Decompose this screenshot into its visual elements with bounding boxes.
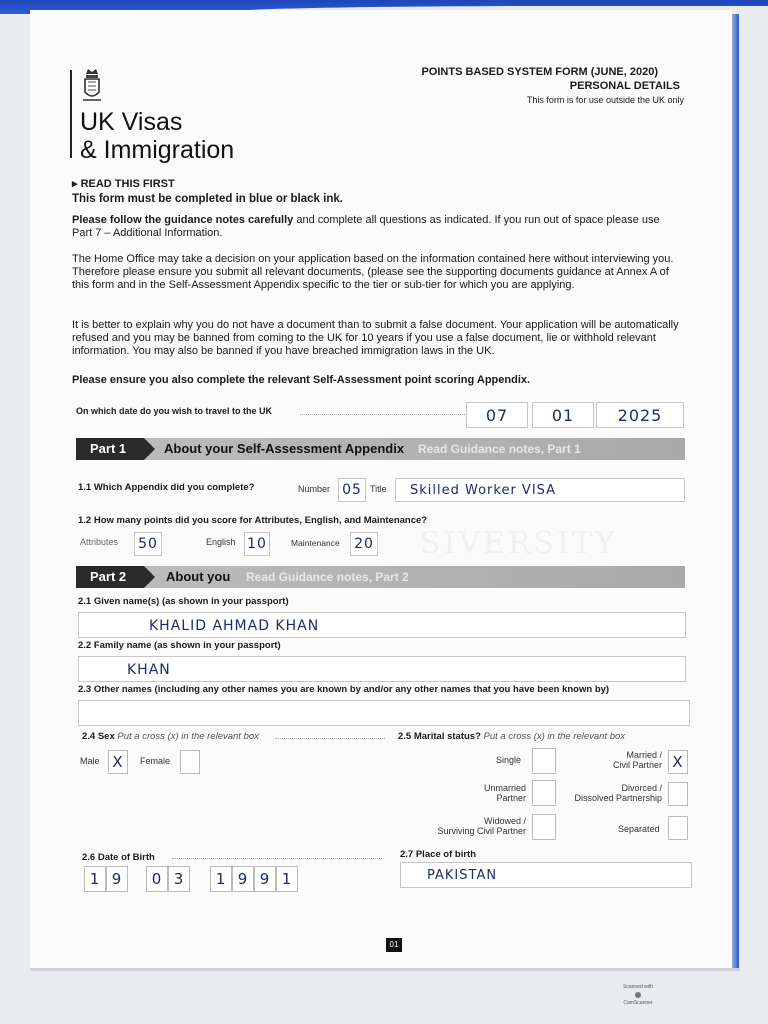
- dob-day-digit[interactable]: 1: [84, 866, 106, 892]
- part2-tag: Part 2: [76, 566, 144, 588]
- married-line2: Civil Partner: [612, 760, 662, 770]
- female-label: Female: [140, 756, 171, 766]
- home-office-paragraph: The Home Office may take a decision on your application based on the information contained here without interviewing you. Therefore please ensure you submit all relevant documents, (please see the supporting documents guidance at Annex A of this form and in the Self-Assessment Appendix specific to the tier or sub-tier for which you are applying.: [72, 253, 674, 291]
- part2-guidance: Read Guidance notes, Part 2: [246, 570, 409, 584]
- travel-day-field[interactable]: 07: [466, 402, 528, 428]
- married-checkbox[interactable]: X: [668, 750, 688, 774]
- travel-month-field[interactable]: 01: [532, 402, 594, 428]
- male-checkbox[interactable]: X: [108, 750, 128, 774]
- married-line1: Married /: [626, 750, 662, 760]
- logo-divider: [70, 70, 72, 158]
- maintenance-field[interactable]: 20: [350, 532, 378, 556]
- dob-year-digit[interactable]: 1: [210, 866, 232, 892]
- scanner-line2: CamScanner: [623, 1000, 653, 1006]
- brand-name: [80, 108, 234, 164]
- attributes-field[interactable]: 50: [134, 532, 162, 556]
- given-names-field[interactable]: KHALID AHMAD KHAN: [78, 612, 686, 638]
- married-label: [600, 750, 662, 770]
- q2-4-note: Put a cross (x) in the relevant box: [117, 731, 259, 742]
- place-of-birth-field[interactable]: PAKISTAN: [400, 862, 692, 888]
- read-first-heading: ▸ READ THIS FIRST: [72, 178, 175, 190]
- scanner-line1: Scanned with: [622, 984, 654, 990]
- form-subtitle: PERSONAL DETAILS: [569, 80, 680, 92]
- part1-header: [76, 438, 685, 460]
- dob-year-digit[interactable]: 9: [254, 866, 276, 892]
- divorced-line2: Dissolved Partnership: [574, 793, 662, 803]
- q2-7-label: 2.7 Place of birth: [400, 849, 477, 860]
- single-label: Single: [496, 755, 522, 765]
- camscanner-logo-icon: [635, 992, 641, 998]
- unmarried-line2: Partner: [496, 793, 526, 803]
- part1-guidance: Read Guidance notes, Part 1: [418, 442, 581, 456]
- unmarried-checkbox[interactable]: [532, 780, 556, 806]
- guidance-rest: and complete all questions as indicated. If you run out of space please use Part 7 – Additional Information.: [72, 214, 660, 239]
- male-label: Male: [80, 756, 100, 766]
- q2-6-label: 2.6 Date of Birth: [82, 852, 155, 863]
- q1-1-label: 1.1 Which Appendix did you complete?: [78, 482, 255, 493]
- divorced-label: [562, 783, 662, 803]
- q1-2-label: 1.2 How many points did you score for Attributes, English, and Maintenance?: [78, 515, 428, 526]
- separated-label: Separated: [618, 824, 660, 834]
- q2-4-bold: 2.4 Sex: [82, 731, 115, 742]
- female-checkbox[interactable]: [180, 750, 200, 774]
- english-label: English: [206, 537, 236, 547]
- q2-5-note: Put a cross (x) in the relevant box: [483, 731, 626, 742]
- part2-title: About you: [166, 569, 231, 584]
- separated-checkbox[interactable]: [668, 816, 688, 840]
- brand-line2: & Immigration: [80, 136, 235, 164]
- english-field[interactable]: 10: [244, 532, 270, 556]
- self-assessment-reminder: Please ensure you also complete the relevant Self-Assessment point scoring Appendix.: [72, 374, 531, 386]
- divorced-line1: Divorced /: [621, 783, 662, 793]
- page-bottom-edge: [30, 968, 740, 971]
- single-checkbox[interactable]: [532, 748, 556, 774]
- false-document-paragraph: It is better to explain why you do not have a document than to submit a false document. Your application will be automatically refused and you may be banned from coming to the UK for 10 years if you use a false document, lie or withhold relevant information. You may also be banned if you have breached immigration laws in the UK.: [72, 319, 679, 357]
- dob-year-digit[interactable]: 1: [276, 866, 298, 892]
- family-name-field[interactable]: KHAN: [78, 656, 686, 682]
- royal-crest-icon: [80, 66, 104, 106]
- q2-4-label: [82, 731, 259, 742]
- appendix-number-field[interactable]: 05: [338, 478, 366, 502]
- part2-header: [76, 566, 685, 588]
- watermark: SIVERSITY: [420, 526, 618, 561]
- other-names-field[interactable]: [78, 700, 690, 726]
- part1-tag: Part 1: [76, 438, 144, 460]
- leader-dots: [275, 738, 385, 739]
- q2-5-label: [398, 731, 625, 742]
- divorced-checkbox[interactable]: [668, 782, 688, 806]
- title-label: Title: [370, 484, 387, 494]
- attributes-label: Attributes: [80, 537, 119, 547]
- unmarried-label: [466, 783, 526, 803]
- part1-title: About your Self-Assessment Appendix: [164, 441, 405, 456]
- page-number: 01: [386, 938, 402, 952]
- q2-5-bold: 2.5 Marital status?: [398, 731, 481, 742]
- form-note: This form is for use outside the UK only: [526, 95, 684, 105]
- guidance-paragraph: [72, 214, 682, 240]
- q2-1-label: 2.1 Given name(s) (as shown in your passport): [78, 596, 289, 607]
- number-label: Number: [298, 484, 331, 494]
- appendix-title-field[interactable]: Skilled Worker VISA: [395, 478, 685, 502]
- maintenance-label: Maintenance: [291, 538, 340, 548]
- leader-dots: [300, 414, 465, 415]
- brand-line1: UK Visas: [80, 108, 183, 136]
- q2-2-label: 2.2 Family name (as shown in your passport): [78, 640, 281, 651]
- q2-3-label: 2.3 Other names (including any other names you are known by and/or any other names that you have been known by): [78, 684, 610, 695]
- travel-date-question: On which date do you wish to travel to the UK: [76, 406, 273, 416]
- widowed-checkbox[interactable]: [532, 814, 556, 840]
- camscanner-stamp: [618, 984, 658, 1016]
- travel-year-field[interactable]: 2025: [596, 402, 684, 428]
- unmarried-line1: Unmarried: [483, 783, 526, 793]
- dob-month-digit[interactable]: 0: [146, 866, 168, 892]
- dob-year-digit[interactable]: 9: [232, 866, 254, 892]
- dob-day-digit[interactable]: 9: [106, 866, 128, 892]
- leader-dots: [172, 858, 382, 859]
- form-title: POINTS BASED SYSTEM FORM (JUNE, 2020): [421, 66, 658, 78]
- dob-month-digit[interactable]: 3: [168, 866, 190, 892]
- widowed-line2: Surviving Civil Partner: [437, 826, 526, 836]
- widowed-label: [424, 816, 526, 836]
- guidance-bold: Please follow the guidance notes carefully: [72, 214, 294, 226]
- ink-instruction: This form must be completed in blue or black ink.: [72, 193, 343, 205]
- widowed-line1: Widowed /: [483, 816, 526, 826]
